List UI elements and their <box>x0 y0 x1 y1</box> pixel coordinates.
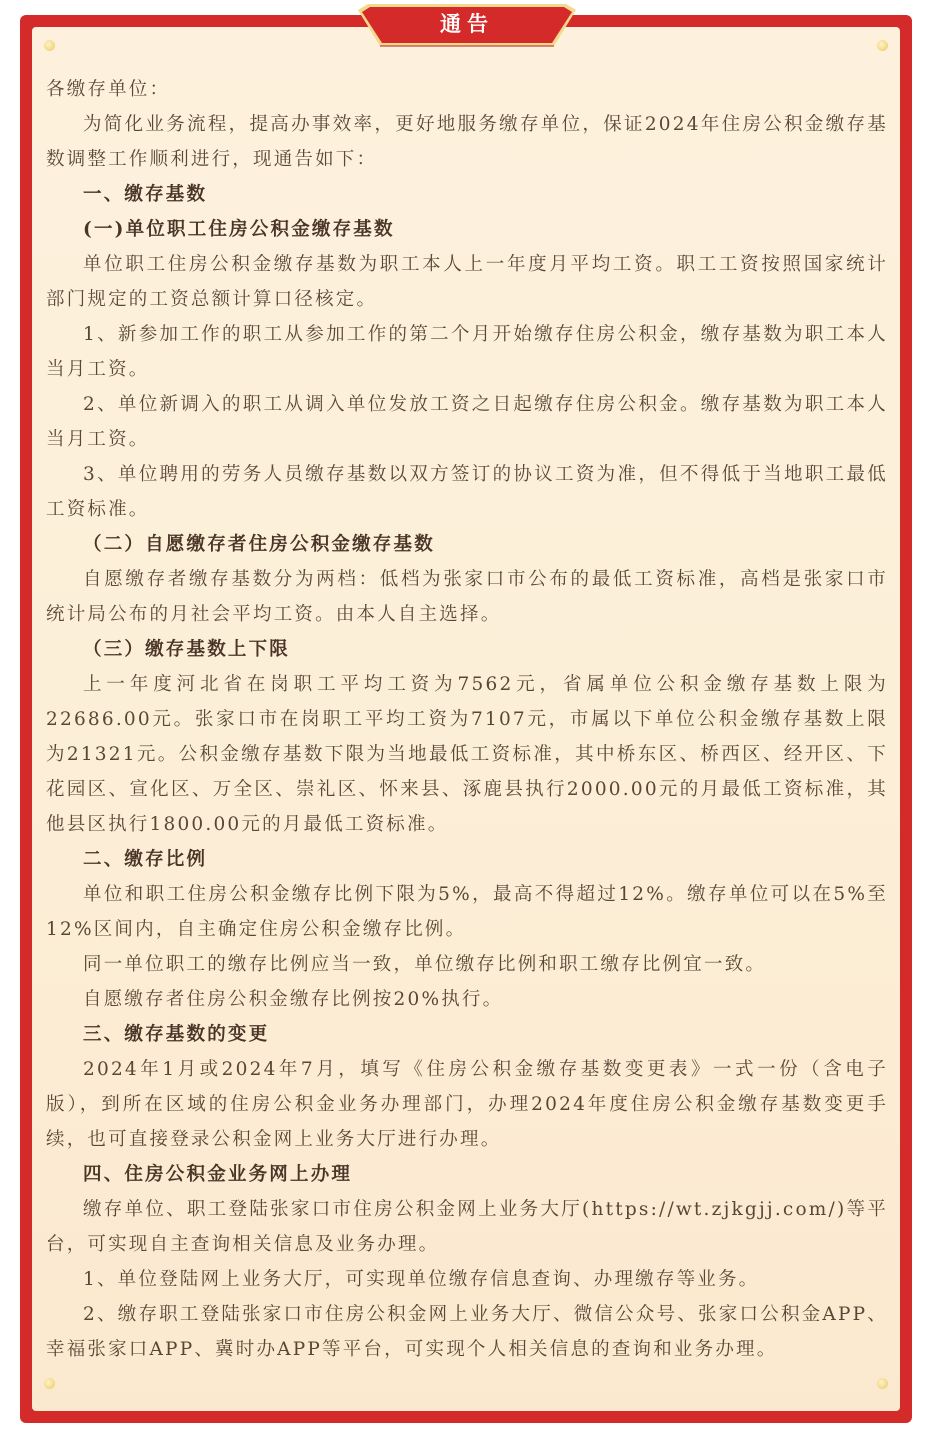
paragraph: 1、新参加工作的职工从参加工作的第二个月开始缴存住房公积金，缴存基数为职工本人当月工资。 <box>46 324 888 380</box>
paragraph: 2、缴存职工登陆张家口市住房公积金网上业务大厅、微信公众号、张家口公积金APP、幸福张家口APP、冀时办APP等平台，可实现个人相关信息的查询和业务办理。 <box>46 1304 888 1360</box>
paragraph: 2024年1月或2024年7月，填写《住房公积金缴存基数变更表》一式一份（含电子版），到所在区域的住房公积金业务办理部门，办理2024年度住房公积金缴存基数变更手续，也可直接登录公积金网上业务大厅进行办理。 <box>46 1059 888 1150</box>
subsection-heading: （三）缴存基数上下限 <box>83 639 291 660</box>
corner-ornament-dot-icon <box>877 40 888 51</box>
paragraph: 3、单位聘用的劳务人员缴存基数以双方签订的协议工资为准，但不得低于当地职工最低工资标准。 <box>46 464 888 520</box>
corner-ornament-dot-icon <box>44 1378 55 1389</box>
corner-ornament-dot-icon <box>877 1378 888 1389</box>
subsection-heading: (一)单位职工住房公积金缴存基数 <box>83 219 395 240</box>
paragraph: 同一单位职工的缴存比例应当一致，单位缴存比例和职工缴存比例宜一致。 <box>83 954 767 975</box>
paragraph: 单位和职工住房公积金缴存比例下限为5%，最高不得超过12%。缴存单位可以在5%至12%区间内，自主确定住房公积金缴存比例。 <box>46 884 888 940</box>
salutation: 各缴存单位： <box>46 79 171 100</box>
section-heading: 四、住房公积金业务网上办理 <box>83 1164 353 1185</box>
notice-body <box>46 72 888 1367</box>
subsection-heading: （二）自愿缴存者住房公积金缴存基数 <box>83 534 435 555</box>
section-heading: 三、缴存基数的变更 <box>83 1024 270 1045</box>
section-heading: 一、缴存基数 <box>83 184 208 205</box>
corner-ornament-dot-icon <box>44 40 55 51</box>
paragraph: 自愿缴存者住房公积金缴存比例按20%执行。 <box>83 989 504 1010</box>
section-heading: 二、缴存比例 <box>83 849 208 870</box>
intro-paragraph: 为简化业务流程，提高办事效率，更好地服务缴存单位，保证2024年住房公积金缴存基数调整工作顺利进行，现通告如下： <box>46 114 888 170</box>
paragraph: 单位职工住房公积金缴存基数为职工本人上一年度月平均工资。职工工资按照国家统计部门规定的工资总额计算口径核定。 <box>46 254 888 310</box>
paragraph: 缴存单位、职工登陆张家口市住房公积金网上业务大厅(https://wt.zjkgjj.com/)等平台，可实现自主查询相关信息及业务办理。 <box>46 1199 888 1255</box>
paragraph: 自愿缴存者缴存基数分为两档：低档为张家口市公布的最低工资标准，高档是张家口市统计局公布的月社会平均工资。由本人自主选择。 <box>46 569 888 625</box>
paragraph: 上一年度河北省在岗职工平均工资为7562元，省属单位公积金缴存基数上限为22686.00元。张家口市在岗职工平均工资为7107元，市属以下单位公积金缴存基数上限为21321元。公积金缴存基数下限为当地最低工资标准，其中桥东区、桥西区、经开区、下花园区、宣化区、万全区、崇礼区、怀来县、涿鹿县执行2000.00元的月最低工资标准，其他县区执行1800.00元的月最低工资标准。 <box>46 674 888 835</box>
notice-title: 通告 <box>440 12 494 36</box>
paragraph: 1、单位登陆网上业务大厅，可实现单位缴存信息查询、办理缴存等业务。 <box>83 1269 760 1290</box>
paragraph: 2、单位新调入的职工从调入单位发放工资之日起缴存住房公积金。缴存基数为职工本人当月工资。 <box>46 394 888 450</box>
